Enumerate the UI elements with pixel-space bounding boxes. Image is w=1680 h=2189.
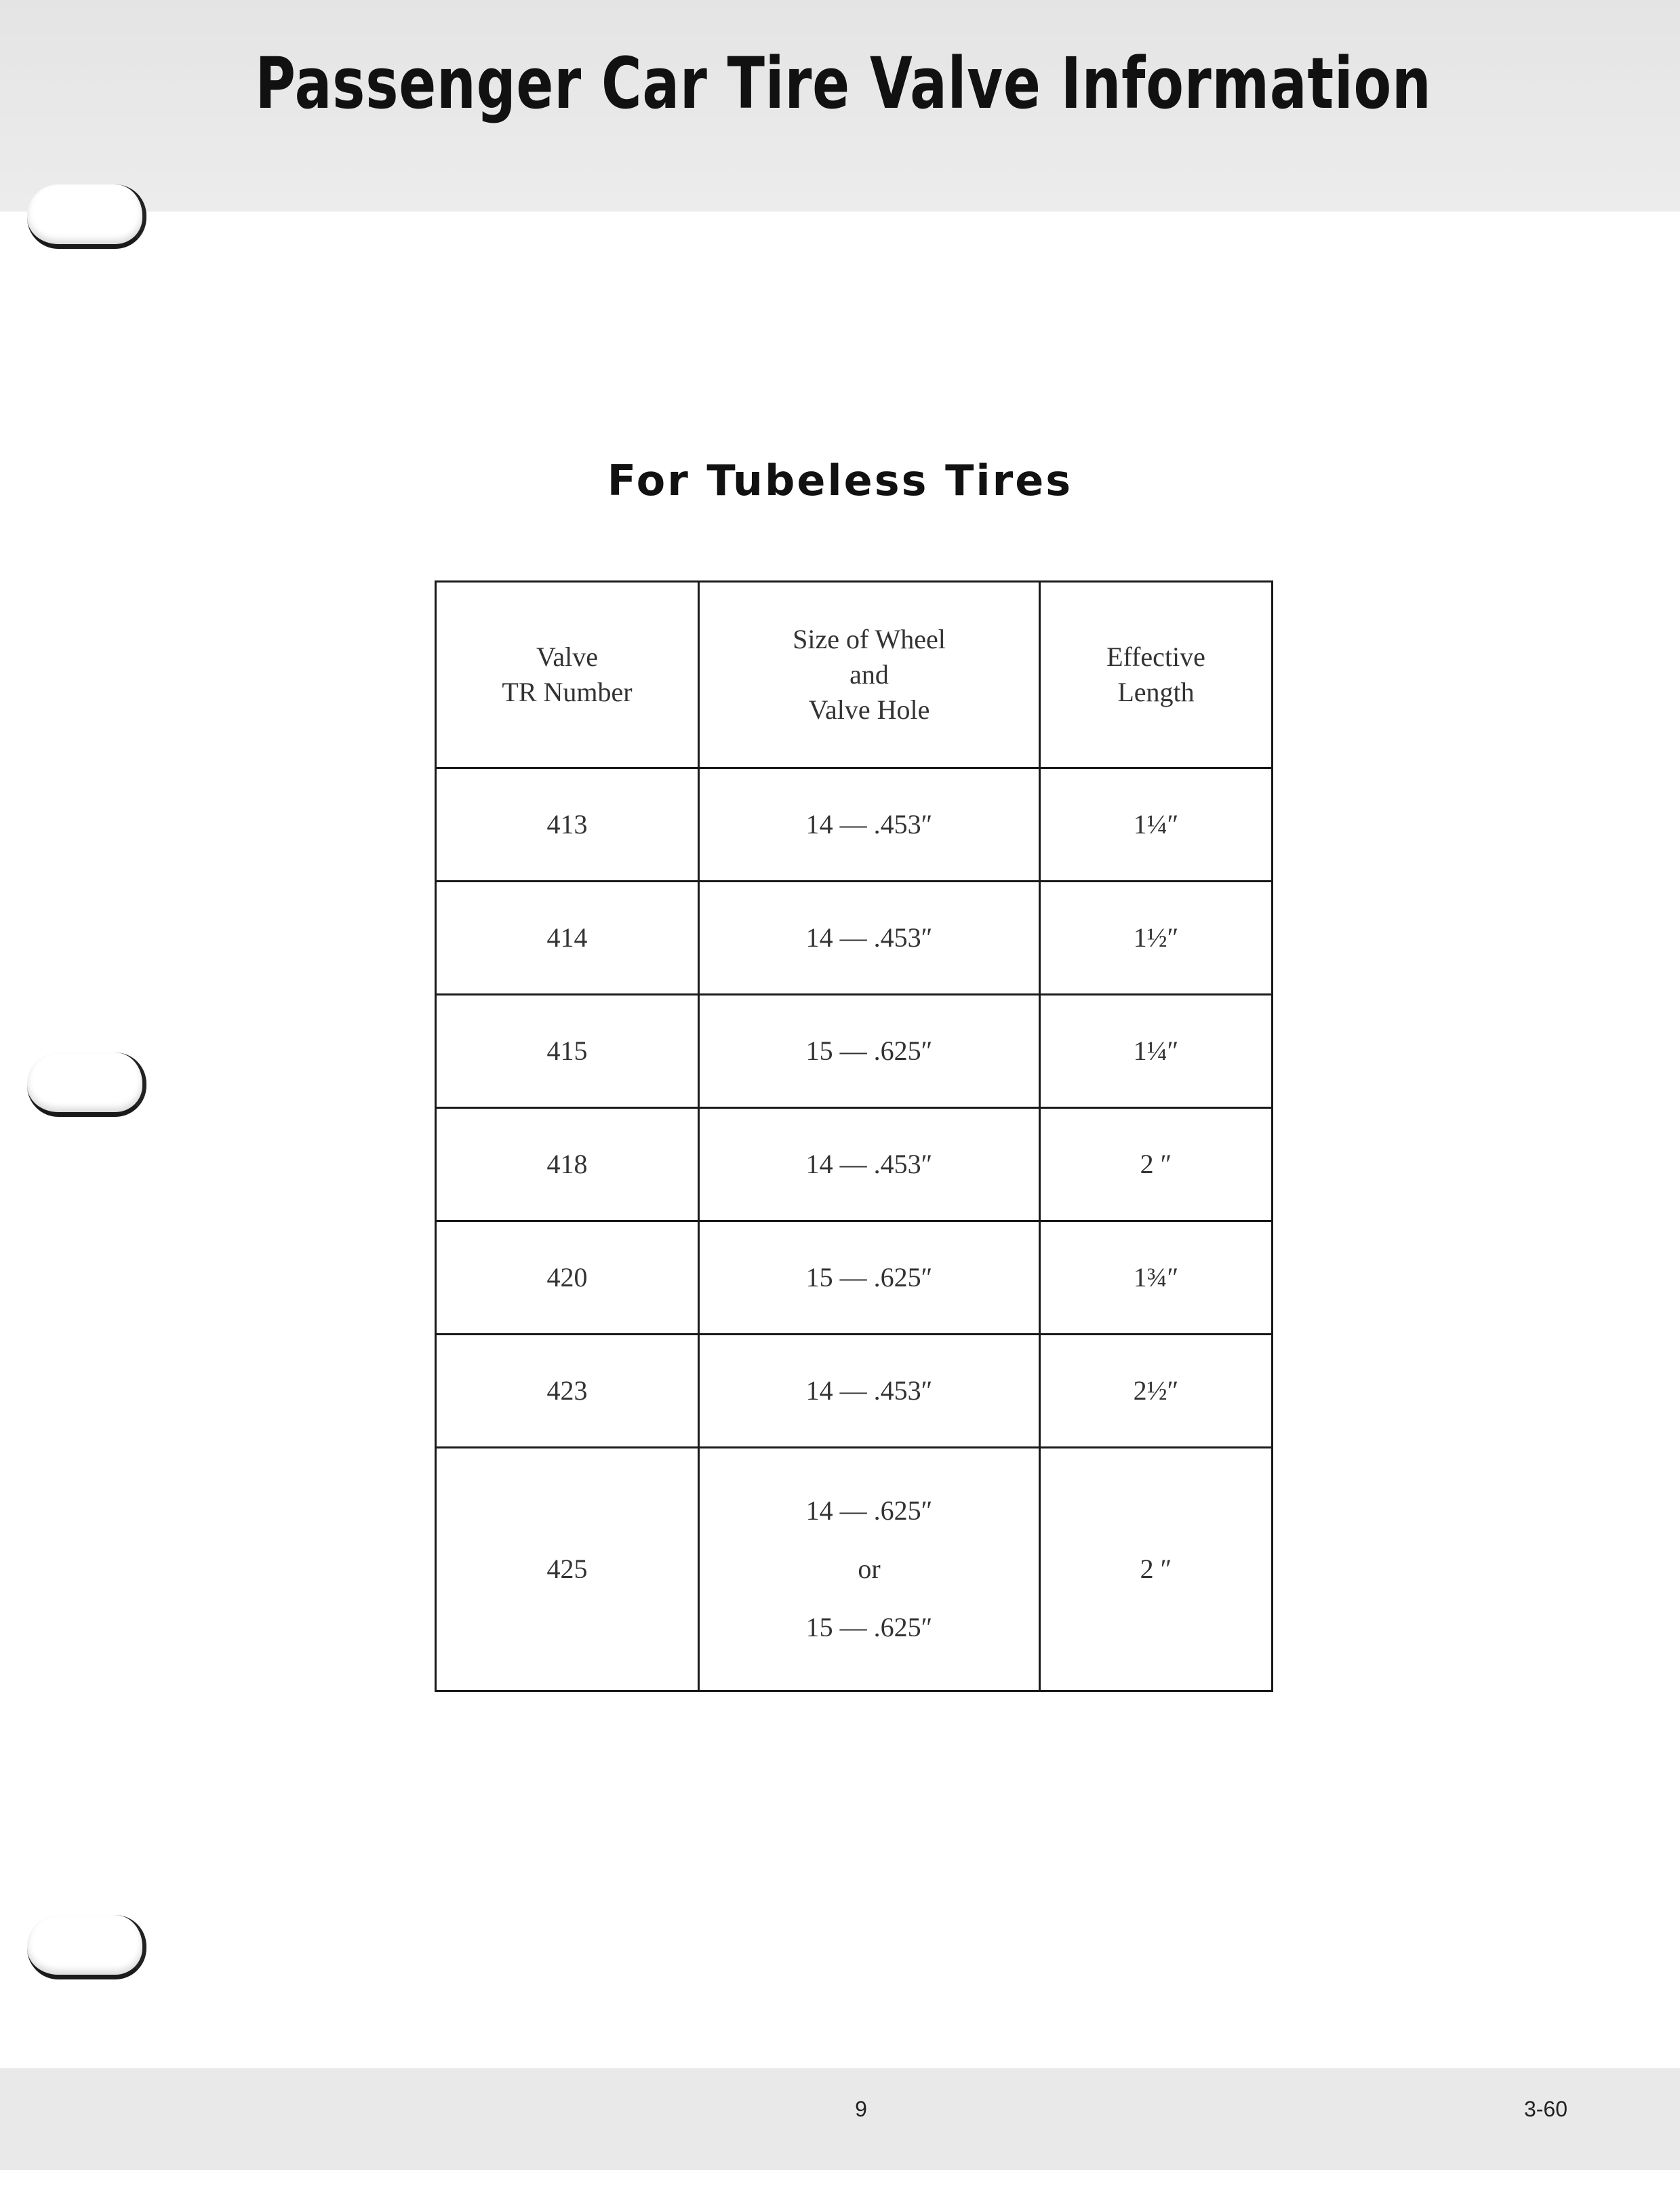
valve-number-cell: 423 — [436, 1335, 699, 1448]
table-row — [436, 995, 1273, 1108]
punch-hole-top — [27, 184, 146, 249]
effective-length-cell: 2 ″ — [1040, 1448, 1273, 1691]
section-subtitle: For Tubeless Tires — [607, 456, 1073, 505]
wheel-size-cell: 15 — .625″ — [699, 995, 1040, 1108]
page-number: 9 — [855, 2097, 867, 2121]
column-header-valve-number: Valve TR Number — [436, 582, 699, 768]
wheel-size-option: 15 — .625″ — [805, 1612, 933, 1642]
page-code: 3-60 — [1523, 2097, 1568, 2121]
punch-hole-middle — [27, 1052, 146, 1117]
effective-length-cell: 1¾″ — [1040, 1221, 1273, 1335]
effective-length-cell: 2 ″ — [1040, 1108, 1273, 1221]
table-row — [436, 1448, 1273, 1691]
wheel-size-cell — [699, 1448, 1040, 1691]
effective-length-cell: 1¼″ — [1040, 995, 1273, 1108]
valve-number-cell: 418 — [436, 1108, 699, 1221]
column-header-effective-length: Effective Length — [1040, 582, 1273, 768]
valve-number-cell: 420 — [436, 1221, 699, 1335]
effective-length-cell: 2½″ — [1040, 1335, 1273, 1448]
page-title: Passenger Car Tire Valve Information — [255, 42, 1432, 125]
table-row — [436, 1108, 1273, 1221]
table-header-row — [436, 582, 1273, 768]
table-row — [436, 768, 1273, 882]
table-row — [436, 1335, 1273, 1448]
valve-number-cell: 425 — [436, 1448, 699, 1691]
wheel-size-or: or — [858, 1554, 881, 1584]
valve-number-cell: 413 — [436, 768, 699, 882]
wheel-size-cell: 14 — .453″ — [699, 1335, 1040, 1448]
wheel-size-cell: 14 — .453″ — [699, 768, 1040, 882]
wheel-size-option: 14 — .625″ — [805, 1495, 933, 1526]
effective-length-cell: 1½″ — [1040, 882, 1273, 995]
wheel-size-cell: 14 — .453″ — [699, 882, 1040, 995]
valve-number-cell: 415 — [436, 995, 699, 1108]
punch-hole-bottom — [27, 1915, 146, 1979]
wheel-size-cell: 15 — .625″ — [699, 1221, 1040, 1335]
wheel-size-cell: 14 — .453″ — [699, 1108, 1040, 1221]
table-row — [436, 882, 1273, 995]
effective-length-cell: 1¼″ — [1040, 768, 1273, 882]
table-row — [436, 1221, 1273, 1335]
valve-number-cell: 414 — [436, 882, 699, 995]
column-header-wheel-size: Size of Wheel and Valve Hole — [699, 582, 1040, 768]
valve-table — [435, 580, 1273, 1692]
